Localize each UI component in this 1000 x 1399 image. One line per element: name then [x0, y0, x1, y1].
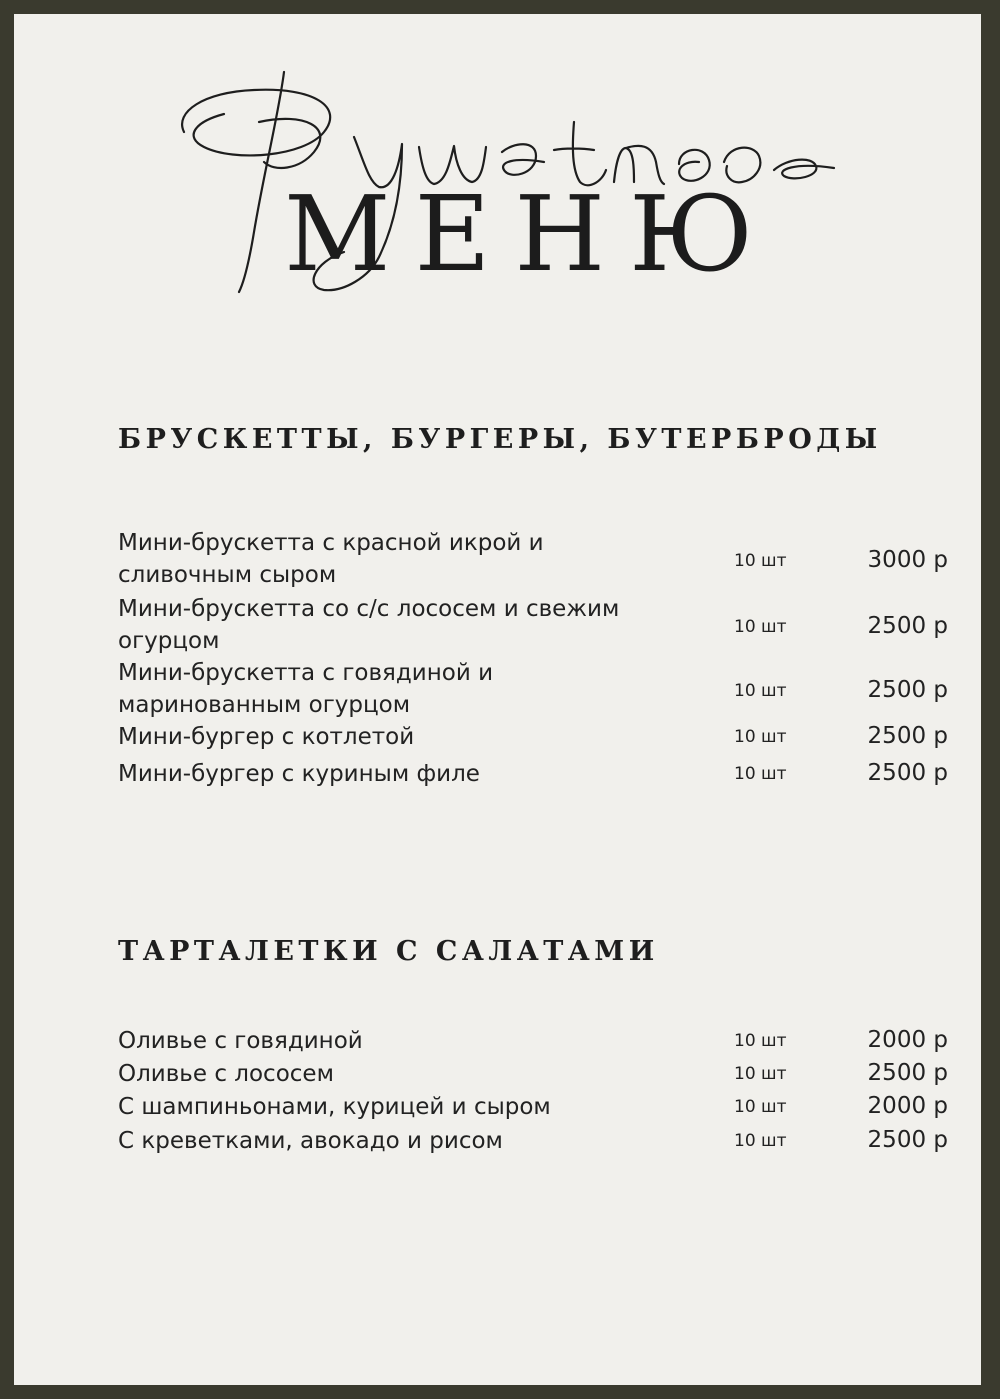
item-price: 2000 р — [867, 1027, 948, 1053]
item-price: 3000 р — [867, 547, 948, 573]
item-qty: 10 шт — [734, 1064, 787, 1084]
item-price: 2000 р — [867, 1093, 948, 1119]
item-qty: 10 шт — [734, 1097, 787, 1117]
menu-page — [14, 14, 981, 1385]
item-name: Мини-бургер с куриным филе — [118, 761, 480, 787]
item-name: Оливье с лососем — [118, 1061, 334, 1087]
item-qty: 10 шт — [734, 1131, 787, 1151]
item-qty: 10 шт — [734, 764, 787, 784]
item-name: С шампиньонами, курицей и сыром — [118, 1094, 551, 1120]
main-title: МЕНЮ — [284, 173, 778, 295]
item-price: 2500 р — [867, 613, 948, 639]
item-price: 2500 р — [867, 677, 948, 703]
item-qty: 10 шт — [734, 617, 787, 637]
item-name: С креветками, авокадо и рисом — [118, 1128, 503, 1154]
item-qty: 10 шт — [734, 681, 787, 701]
item-name: Мини-брускетта с красной икрой и сливочным сыром — [118, 530, 544, 588]
section-title: БРУСКЕТТЫ, БУРГЕРЫ, БУТЕРБРОДЫ — [118, 424, 882, 455]
item-name: Мини-брускетта с говядиной и маринованным огурцом — [118, 660, 494, 718]
item-price: 2500 р — [867, 723, 948, 749]
item-price: 2500 р — [867, 760, 948, 786]
section-tartlets — [118, 936, 948, 1154]
section-title: ТАРТАЛЕТКИ С САЛАТАМИ — [118, 936, 659, 967]
item-qty: 10 шт — [734, 1031, 787, 1051]
item-qty: 10 шт — [734, 727, 787, 747]
item-name: Оливье с говядиной — [118, 1028, 363, 1054]
item-price: 2500 р — [867, 1060, 948, 1086]
item-name: Мини-брускетта со с/с лососем и свежим огурцом — [118, 596, 620, 654]
item-qty: 10 шт — [734, 551, 787, 571]
item-name: Мини-бургер с котлетой — [118, 724, 415, 750]
section-bruschetta — [118, 424, 948, 787]
item-price: 2500 р — [867, 1127, 948, 1153]
